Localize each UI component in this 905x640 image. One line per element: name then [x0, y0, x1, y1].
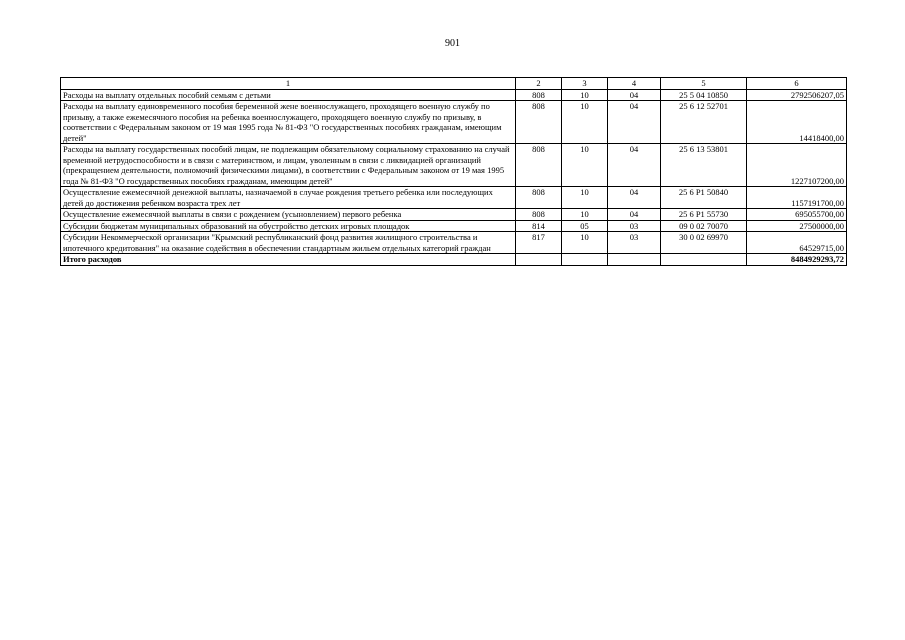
column-header-row [61, 78, 847, 90]
total-row [61, 254, 847, 266]
row-description: Осуществление ежемесячной выплаты в связи с рождением (усыновлением) первого ребенка [61, 209, 516, 221]
row-subsection-code: 04 [608, 101, 661, 144]
table-row [61, 209, 847, 221]
column-header: 6 [747, 78, 847, 90]
table-row [61, 144, 847, 187]
row-target-code: 30 0 02 69970 [661, 232, 747, 254]
row-description: Расходы на выплату отдельных пособий семьям с детьми [61, 89, 516, 101]
row-subsection-code: 04 [608, 89, 661, 101]
column-header: 3 [562, 78, 608, 90]
row-description: Осуществление ежемесячной денежной выплаты, назначаемой в случае рождения третьего ребенка или последующих детей до достижения ребенком возраста трех лет [61, 187, 516, 209]
row-amount: 1157191700,00 [747, 187, 847, 209]
row-section-code: 10 [562, 101, 608, 144]
table-row [61, 101, 847, 144]
row-grbs-code: 808 [516, 187, 562, 209]
column-header: 4 [608, 78, 661, 90]
total-label: Итого расходов [61, 254, 516, 266]
total-empty-cell [562, 254, 608, 266]
row-description: Субсидии Некоммерческой организации "Крымский республиканский фонд развития жилищного строительства и ипотечного кредитования" на оказание содействия в обеспечении стандартным жильем отдельных категорий граждан [61, 232, 516, 254]
row-amount: 695055700,00 [747, 209, 847, 221]
row-target-code: 25 6 13 53801 [661, 144, 747, 187]
row-target-code: 25 6 P1 50840 [661, 187, 747, 209]
row-amount: 27500000,00 [747, 220, 847, 232]
row-section-code: 10 [562, 187, 608, 209]
row-subsection-code: 03 [608, 220, 661, 232]
table-row [61, 220, 847, 232]
row-target-code: 09 0 02 70070 [661, 220, 747, 232]
row-section-code: 10 [562, 232, 608, 254]
budget-table [60, 77, 847, 266]
row-description: Расходы на выплату государственных пособий лицам, не подлежащим обязательному социальному страхованию на случай временной нетрудоспособности и в связи с материнством, и лицам, уволенным в связи с ликвидацией организаций (прекращением деятельности, полномочий физическими лицами), в соответствии с Федеральным законом от 19 мая 1995 года № 81-ФЗ "О государственных пособиях гражданам, имеющим детей" [61, 144, 516, 187]
row-description: Субсидии бюджетам муниципальных образований на обустройство детских игровых площадок [61, 220, 516, 232]
total-empty-cell [608, 254, 661, 266]
row-amount: 64529715,00 [747, 232, 847, 254]
row-subsection-code: 04 [608, 187, 661, 209]
row-amount: 2792506207,05 [747, 89, 847, 101]
page-number: 901 [445, 38, 460, 49]
row-section-code: 10 [562, 89, 608, 101]
row-amount: 1227107200,00 [747, 144, 847, 187]
row-grbs-code: 808 [516, 144, 562, 187]
total-empty-cell [516, 254, 562, 266]
row-grbs-code: 808 [516, 209, 562, 221]
total-amount: 8484929293,72 [747, 254, 847, 266]
row-grbs-code: 817 [516, 232, 562, 254]
row-subsection-code: 04 [608, 144, 661, 187]
column-header: 1 [61, 78, 516, 90]
table-row [61, 89, 847, 101]
row-section-code: 05 [562, 220, 608, 232]
table-row [61, 187, 847, 209]
row-grbs-code: 808 [516, 89, 562, 101]
table-row [61, 232, 847, 254]
row-target-code: 25 6 12 52701 [661, 101, 747, 144]
row-section-code: 10 [562, 144, 608, 187]
column-header: 5 [661, 78, 747, 90]
column-header: 2 [516, 78, 562, 90]
row-subsection-code: 03 [608, 232, 661, 254]
row-description: Расходы на выплату единовременного пособия беременной жене военнослужащего, проходящего военную службу по призыву, а также ежемесячного пособия на ребенка военнослужащего, проходящего военную службу по призыву, в соответствии с Федеральным законом от 19 мая 1995 года № 81-ФЗ "О государственных пособиях гражданам, имеющим детей" [61, 101, 516, 144]
row-section-code: 10 [562, 209, 608, 221]
row-amount: 14418400,00 [747, 101, 847, 144]
row-subsection-code: 04 [608, 209, 661, 221]
row-grbs-code: 808 [516, 101, 562, 144]
row-target-code: 25 6 P1 55730 [661, 209, 747, 221]
total-empty-cell [661, 254, 747, 266]
row-target-code: 25 5 04 10850 [661, 89, 747, 101]
row-grbs-code: 814 [516, 220, 562, 232]
